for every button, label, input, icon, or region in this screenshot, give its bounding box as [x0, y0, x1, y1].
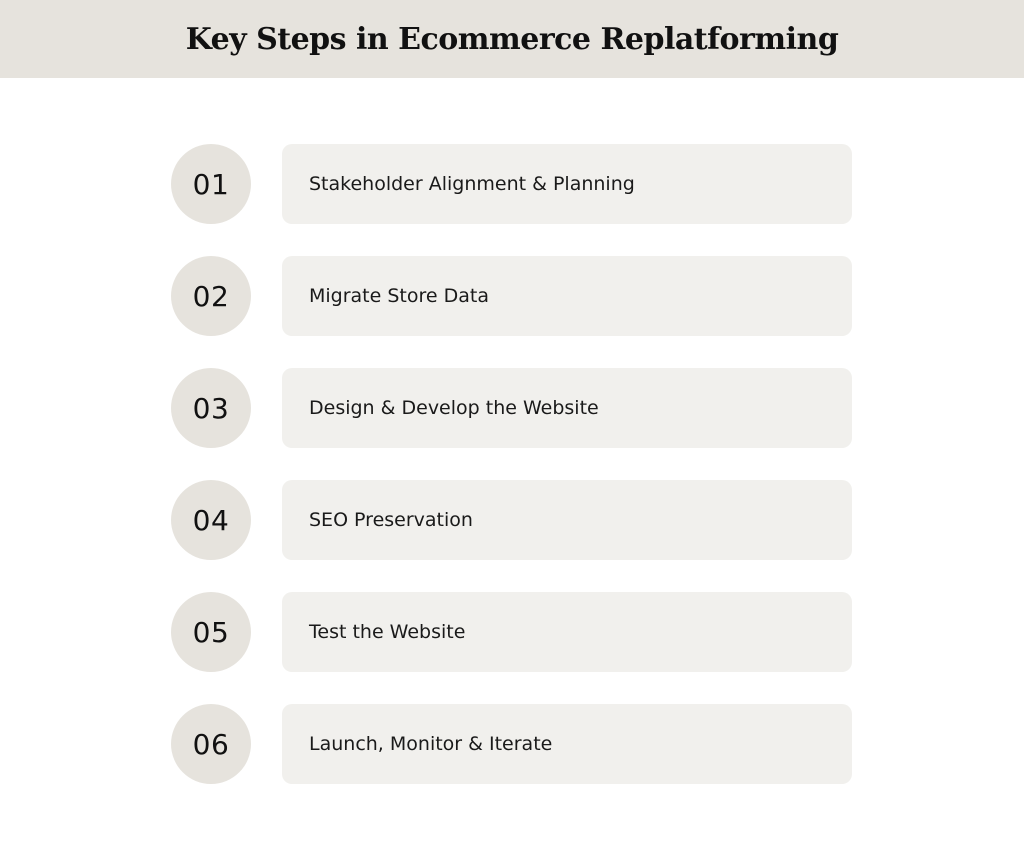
step-number: 03 — [192, 391, 230, 425]
step-label-box — [282, 592, 852, 672]
step-label-box — [282, 480, 852, 560]
step-item — [171, 704, 852, 784]
step-label: Stakeholder Alignment & Planning — [309, 173, 635, 195]
step-number-circle — [171, 704, 251, 784]
step-item — [171, 256, 852, 336]
step-item — [171, 592, 852, 672]
header-banner — [0, 0, 1024, 78]
step-number: 01 — [192, 167, 230, 201]
step-item — [171, 368, 852, 448]
step-label: Launch, Monitor & Iterate — [309, 733, 553, 755]
step-label-box — [282, 368, 852, 448]
step-label-box — [282, 144, 852, 224]
step-number: 04 — [192, 503, 230, 537]
step-number: 02 — [192, 279, 230, 313]
step-label: Test the Website — [309, 621, 466, 643]
step-number-circle — [171, 144, 251, 224]
step-number: 05 — [192, 615, 230, 649]
step-label-box — [282, 256, 852, 336]
step-number-circle — [171, 592, 251, 672]
step-number: 06 — [192, 727, 230, 761]
step-item — [171, 144, 852, 224]
step-number-circle — [171, 368, 251, 448]
step-number-circle — [171, 480, 251, 560]
step-label: Design & Develop the Website — [309, 397, 599, 419]
step-number-circle — [171, 256, 251, 336]
page-title: Key Steps in Ecommerce Replatforming — [185, 21, 839, 57]
step-label: Migrate Store Data — [309, 285, 489, 307]
step-item — [171, 480, 852, 560]
steps-list — [171, 144, 852, 784]
step-label: SEO Preservation — [309, 509, 473, 531]
step-label-box — [282, 704, 852, 784]
